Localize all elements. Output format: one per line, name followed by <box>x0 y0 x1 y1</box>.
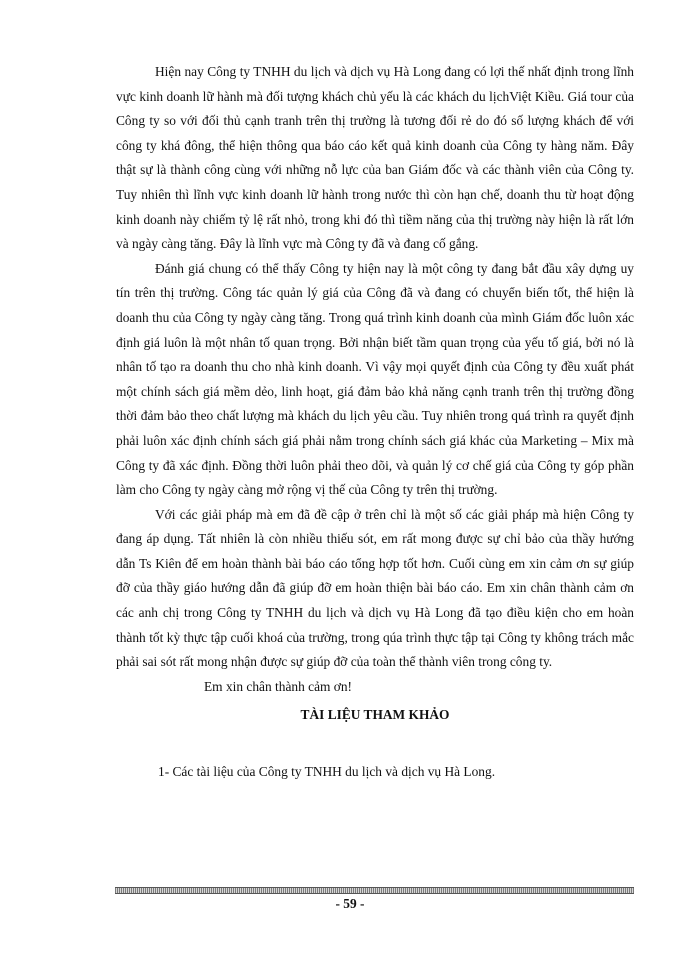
page-body <box>116 60 634 785</box>
body-paragraph: Đánh giá chung có thể thấy Công ty hiện nay là một công ty đang bắt đầu xây dựng uy tín trên thị trường. Công tác quản lý giá của Công đã và đang có chuyển biến tốt, thể hiện là doanh thu của Công ty ngày càng tăng. Trong quá trình kinh doanh của mình Giám đốc luôn xác định giá luôn là một nhân tố quan trọng. Bởi nhận biết tầm quan trọng của yếu tố giá, bởi nó là nhân tố tạo ra doanh thu cho nhà kinh doanh. Vì vậy mọi quyết định của Công ty đều xuất phát một chính sách giá mềm dẻo, linh hoạt, giá đảm bảo khả năng cạnh tranh trên thị trường đồng thời đảm bảo theo chất lượng mà khách du lịch yêu cầu. Tuy nhiên trong quá trình ra quyết định phải luôn xác định chính sách giá phải nằm trong chính sách giá khác của Marketing – Mix mà Công ty đã xác định. Đồng thời luôn phải theo dõi, và quản lý cơ chế giá của Công ty góp phần làm cho Công ty ngày càng mở rộng vị thế của Công ty trên thị trường. <box>116 260 634 498</box>
page-number: - 59 - <box>335 896 365 911</box>
body-paragraph: Hiện nay Công ty TNHH du lịch và dịch vụ Hà Long đang có lợi thế nhất định trong lĩnh vực kinh doanh lữ hành mà đối tượng khách chủ yếu là các khách du lịchViệt Kiều. Giá tour của Công ty so với đối thủ cạnh tranh trên thị trường là tương đối rẻ do đó số lượng khách để với công ty khá đông, thể hiện thông qua báo cáo kết quả kinh doanh của Công ty hàng năm. Đây thật sự là thành công cùng với những nỗ lực của ban Giám đốc và các thành viên của Công ty. Tuy nhiên thì lĩnh vực kinh doanh lữ hành trong nước thì còn hạn chế, doanh thu từ hoạt động kinh doanh này chiếm tỷ lệ rất nhỏ, trong khi đó thì tiềm năng của thị trường này hiện là rất lớn và ngày càng tăng. Đây là lĩnh vực mà Công ty đã và đang cố gắng. <box>116 64 634 252</box>
references-heading: TÀI LIỆU THAM KHẢO <box>300 707 450 723</box>
body-paragraph: Với các giải pháp mà em đã đề cập ở trên chỉ là một số các giải pháp mà hiện Công ty đang áp dụng. Tất nhiên là còn nhiều thiếu sót, em rất mong được sự chỉ bảo của thầy hướng dẫn Ts Kiên để em hoàn thành bài báo cáo tổng hợp tốt hơn. Cuối cùng em xin cảm ơn sự giúp đỡ của thầy giáo hướng dẫn đã giúp đỡ em hoàn thiện bài báo cáo. Em xin chân thành cảm ơn các anh chị trong Công ty TNHH du lịch và dịch vụ Hà Long đã tạo điều kiện cho em hoàn thành tốt kỳ thực tập cuối khoá của trường, trong qúa trình thực tập tại Công ty không trách mắc phải sai sót rất mong nhận được sự giúp đỡ của toàn thể thành viên trong công ty. <box>116 506 634 670</box>
reference-item: 1- Các tài liệu của Công ty TNHH du lịch và dịch vụ Hà Long. <box>158 764 496 780</box>
thanks-line: Em xin chân thành cảm ơn! <box>204 678 353 694</box>
footer-divider <box>115 887 634 894</box>
